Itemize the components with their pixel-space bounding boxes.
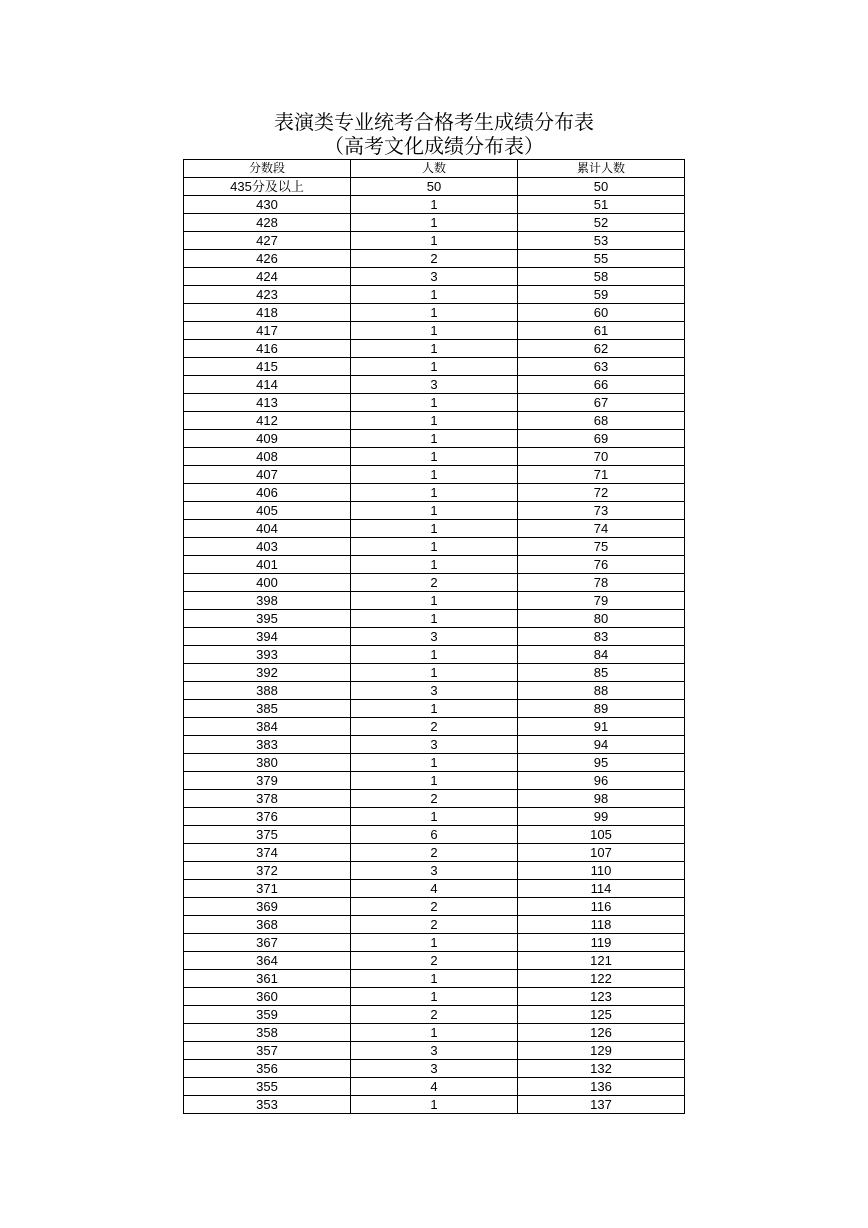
count-cell: 1 <box>351 646 518 664</box>
table-row <box>184 1078 685 1096</box>
cumulative-count-cell: 119 <box>518 934 685 952</box>
count-cell: 1 <box>351 196 518 214</box>
cumulative-count-cell: 83 <box>518 628 685 646</box>
score-range-cell: 406 <box>184 484 351 502</box>
count-cell: 1 <box>351 214 518 232</box>
cumulative-count-cell: 96 <box>518 772 685 790</box>
table-row <box>184 430 685 448</box>
table-row <box>184 790 685 808</box>
score-range-cell: 374 <box>184 844 351 862</box>
cumulative-count-cell: 89 <box>518 700 685 718</box>
table-row <box>184 394 685 412</box>
cumulative-count-cell: 105 <box>518 826 685 844</box>
table-row <box>184 826 685 844</box>
cumulative-count-cell: 132 <box>518 1060 685 1078</box>
score-range-cell: 408 <box>184 448 351 466</box>
column-header-count: 人数 <box>351 160 518 178</box>
cumulative-count-cell: 63 <box>518 358 685 376</box>
cumulative-count-cell: 71 <box>518 466 685 484</box>
score-range-cell: 388 <box>184 682 351 700</box>
score-range-cell: 361 <box>184 970 351 988</box>
score-range-cell: 413 <box>184 394 351 412</box>
score-range-cell: 404 <box>184 520 351 538</box>
count-cell: 1 <box>351 700 518 718</box>
table-row <box>184 898 685 916</box>
score-range-cell: 383 <box>184 736 351 754</box>
table-row <box>184 448 685 466</box>
count-cell: 1 <box>351 484 518 502</box>
count-cell: 1 <box>351 286 518 304</box>
score-range-cell: 400 <box>184 574 351 592</box>
table-row <box>184 718 685 736</box>
score-range-cell: 379 <box>184 772 351 790</box>
table-row <box>184 772 685 790</box>
cumulative-count-cell: 67 <box>518 394 685 412</box>
score-range-cell: 356 <box>184 1060 351 1078</box>
table-row <box>184 844 685 862</box>
score-range-cell: 376 <box>184 808 351 826</box>
count-cell: 1 <box>351 340 518 358</box>
table-row <box>184 628 685 646</box>
table-row <box>184 646 685 664</box>
cumulative-count-cell: 60 <box>518 304 685 322</box>
score-range-cell: 435分及以上 <box>184 178 351 196</box>
cumulative-count-cell: 73 <box>518 502 685 520</box>
count-cell: 1 <box>351 754 518 772</box>
score-range-cell: 358 <box>184 1024 351 1042</box>
table-row <box>184 484 685 502</box>
cumulative-count-cell: 51 <box>518 196 685 214</box>
cumulative-count-cell: 94 <box>518 736 685 754</box>
table-row <box>184 358 685 376</box>
cumulative-count-cell: 50 <box>518 178 685 196</box>
count-cell: 1 <box>351 394 518 412</box>
table-row <box>184 736 685 754</box>
cumulative-count-cell: 114 <box>518 880 685 898</box>
score-range-cell: 395 <box>184 610 351 628</box>
count-cell: 2 <box>351 1006 518 1024</box>
table-row <box>184 538 685 556</box>
cumulative-count-cell: 78 <box>518 574 685 592</box>
cumulative-count-cell: 137 <box>518 1096 685 1114</box>
score-range-cell: 359 <box>184 1006 351 1024</box>
score-range-cell: 414 <box>184 376 351 394</box>
table-row <box>184 1096 685 1114</box>
count-cell: 2 <box>351 844 518 862</box>
cumulative-count-cell: 66 <box>518 376 685 394</box>
cumulative-count-cell: 91 <box>518 718 685 736</box>
cumulative-count-cell: 116 <box>518 898 685 916</box>
count-cell: 1 <box>351 430 518 448</box>
count-cell: 1 <box>351 520 518 538</box>
cumulative-count-cell: 79 <box>518 592 685 610</box>
count-cell: 1 <box>351 538 518 556</box>
count-cell: 2 <box>351 250 518 268</box>
table-row <box>184 934 685 952</box>
score-range-cell: 426 <box>184 250 351 268</box>
score-range-cell: 378 <box>184 790 351 808</box>
table-row <box>184 466 685 484</box>
cumulative-count-cell: 121 <box>518 952 685 970</box>
score-range-cell: 393 <box>184 646 351 664</box>
cumulative-count-cell: 68 <box>518 412 685 430</box>
document-subtitle: （高考文化成绩分布表） <box>324 134 544 158</box>
cumulative-count-cell: 69 <box>518 430 685 448</box>
count-cell: 2 <box>351 952 518 970</box>
table-row <box>184 250 685 268</box>
score-range-cell: 360 <box>184 988 351 1006</box>
table-row <box>184 268 685 286</box>
cumulative-count-cell: 58 <box>518 268 685 286</box>
table-row <box>184 808 685 826</box>
count-cell: 1 <box>351 772 518 790</box>
cumulative-count-cell: 122 <box>518 970 685 988</box>
score-range-cell: 384 <box>184 718 351 736</box>
count-cell: 1 <box>351 232 518 250</box>
count-cell: 1 <box>351 988 518 1006</box>
count-cell: 1 <box>351 808 518 826</box>
cumulative-count-cell: 80 <box>518 610 685 628</box>
count-cell: 1 <box>351 592 518 610</box>
score-range-cell: 418 <box>184 304 351 322</box>
cumulative-count-cell: 110 <box>518 862 685 880</box>
column-header-cumulative: 累计人数 <box>518 160 685 178</box>
count-cell: 3 <box>351 628 518 646</box>
table-row <box>184 1024 685 1042</box>
table-row <box>184 214 685 232</box>
count-cell: 3 <box>351 1042 518 1060</box>
count-cell: 6 <box>351 826 518 844</box>
table-row <box>184 988 685 1006</box>
score-range-cell: 369 <box>184 898 351 916</box>
count-cell: 1 <box>351 358 518 376</box>
table-row <box>184 1060 685 1078</box>
score-range-cell: 372 <box>184 862 351 880</box>
count-cell: 4 <box>351 880 518 898</box>
table-row <box>184 754 685 772</box>
cumulative-count-cell: 126 <box>518 1024 685 1042</box>
score-range-cell: 416 <box>184 340 351 358</box>
cumulative-count-cell: 88 <box>518 682 685 700</box>
score-range-cell: 394 <box>184 628 351 646</box>
score-range-cell: 398 <box>184 592 351 610</box>
count-cell: 2 <box>351 574 518 592</box>
table-row <box>184 232 685 250</box>
table-row <box>184 556 685 574</box>
count-cell: 50 <box>351 178 518 196</box>
cumulative-count-cell: 75 <box>518 538 685 556</box>
cumulative-count-cell: 74 <box>518 520 685 538</box>
cumulative-count-cell: 84 <box>518 646 685 664</box>
cumulative-count-cell: 85 <box>518 664 685 682</box>
table-row <box>184 574 685 592</box>
score-range-cell: 385 <box>184 700 351 718</box>
table-row <box>184 916 685 934</box>
score-range-cell: 412 <box>184 412 351 430</box>
score-range-cell: 403 <box>184 538 351 556</box>
count-cell: 3 <box>351 682 518 700</box>
table-row <box>184 322 685 340</box>
score-range-cell: 430 <box>184 196 351 214</box>
score-range-cell: 423 <box>184 286 351 304</box>
cumulative-count-cell: 123 <box>518 988 685 1006</box>
cumulative-count-cell: 95 <box>518 754 685 772</box>
cumulative-count-cell: 70 <box>518 448 685 466</box>
count-cell: 1 <box>351 610 518 628</box>
cumulative-count-cell: 107 <box>518 844 685 862</box>
table-body <box>184 178 685 1114</box>
table-row <box>184 592 685 610</box>
cumulative-count-cell: 72 <box>518 484 685 502</box>
score-range-cell: 415 <box>184 358 351 376</box>
score-range-cell: 392 <box>184 664 351 682</box>
cumulative-count-cell: 129 <box>518 1042 685 1060</box>
count-cell: 1 <box>351 304 518 322</box>
score-range-cell: 367 <box>184 934 351 952</box>
count-cell: 4 <box>351 1078 518 1096</box>
table-row <box>184 952 685 970</box>
table-header-row <box>184 160 685 178</box>
count-cell: 1 <box>351 934 518 952</box>
table-row <box>184 700 685 718</box>
cumulative-count-cell: 52 <box>518 214 685 232</box>
count-cell: 3 <box>351 268 518 286</box>
score-range-cell: 417 <box>184 322 351 340</box>
score-range-cell: 401 <box>184 556 351 574</box>
table-row <box>184 664 685 682</box>
table-row <box>184 880 685 898</box>
table-row <box>184 178 685 196</box>
count-cell: 3 <box>351 862 518 880</box>
cumulative-count-cell: 99 <box>518 808 685 826</box>
count-cell: 1 <box>351 322 518 340</box>
count-cell: 1 <box>351 664 518 682</box>
score-range-cell: 405 <box>184 502 351 520</box>
count-cell: 3 <box>351 1060 518 1078</box>
count-cell: 2 <box>351 718 518 736</box>
score-range-cell: 375 <box>184 826 351 844</box>
cumulative-count-cell: 118 <box>518 916 685 934</box>
count-cell: 1 <box>351 1024 518 1042</box>
table-row <box>184 340 685 358</box>
score-range-cell: 424 <box>184 268 351 286</box>
cumulative-count-cell: 61 <box>518 322 685 340</box>
score-range-cell: 428 <box>184 214 351 232</box>
score-range-cell: 353 <box>184 1096 351 1114</box>
table-row <box>184 196 685 214</box>
table-row <box>184 520 685 538</box>
table-row <box>184 970 685 988</box>
count-cell: 2 <box>351 790 518 808</box>
score-range-cell: 427 <box>184 232 351 250</box>
table-row <box>184 286 685 304</box>
cumulative-count-cell: 55 <box>518 250 685 268</box>
count-cell: 2 <box>351 916 518 934</box>
document-title: 表演类专业统考合格考生成绩分布表 <box>274 110 594 134</box>
table-row <box>184 1006 685 1024</box>
cumulative-count-cell: 59 <box>518 286 685 304</box>
table-row <box>184 502 685 520</box>
cumulative-count-cell: 53 <box>518 232 685 250</box>
cumulative-count-cell: 136 <box>518 1078 685 1096</box>
score-range-cell: 371 <box>184 880 351 898</box>
score-range-cell: 409 <box>184 430 351 448</box>
table-row <box>184 304 685 322</box>
count-cell: 1 <box>351 556 518 574</box>
score-range-cell: 368 <box>184 916 351 934</box>
table-row <box>184 1042 685 1060</box>
count-cell: 1 <box>351 502 518 520</box>
cumulative-count-cell: 76 <box>518 556 685 574</box>
table-row <box>184 376 685 394</box>
table-row <box>184 862 685 880</box>
score-range-cell: 364 <box>184 952 351 970</box>
table-row <box>184 682 685 700</box>
cumulative-count-cell: 125 <box>518 1006 685 1024</box>
score-range-cell: 407 <box>184 466 351 484</box>
cumulative-count-cell: 98 <box>518 790 685 808</box>
count-cell: 2 <box>351 898 518 916</box>
count-cell: 3 <box>351 376 518 394</box>
cumulative-count-cell: 62 <box>518 340 685 358</box>
score-range-cell: 357 <box>184 1042 351 1060</box>
table-row <box>184 610 685 628</box>
count-cell: 1 <box>351 970 518 988</box>
count-cell: 1 <box>351 1096 518 1114</box>
count-cell: 1 <box>351 448 518 466</box>
table-row <box>184 412 685 430</box>
count-cell: 1 <box>351 412 518 430</box>
count-cell: 3 <box>351 736 518 754</box>
count-cell: 1 <box>351 466 518 484</box>
score-range-cell: 380 <box>184 754 351 772</box>
column-header-score-range: 分数段 <box>184 160 351 178</box>
score-distribution-table <box>183 159 685 1114</box>
score-range-cell: 355 <box>184 1078 351 1096</box>
